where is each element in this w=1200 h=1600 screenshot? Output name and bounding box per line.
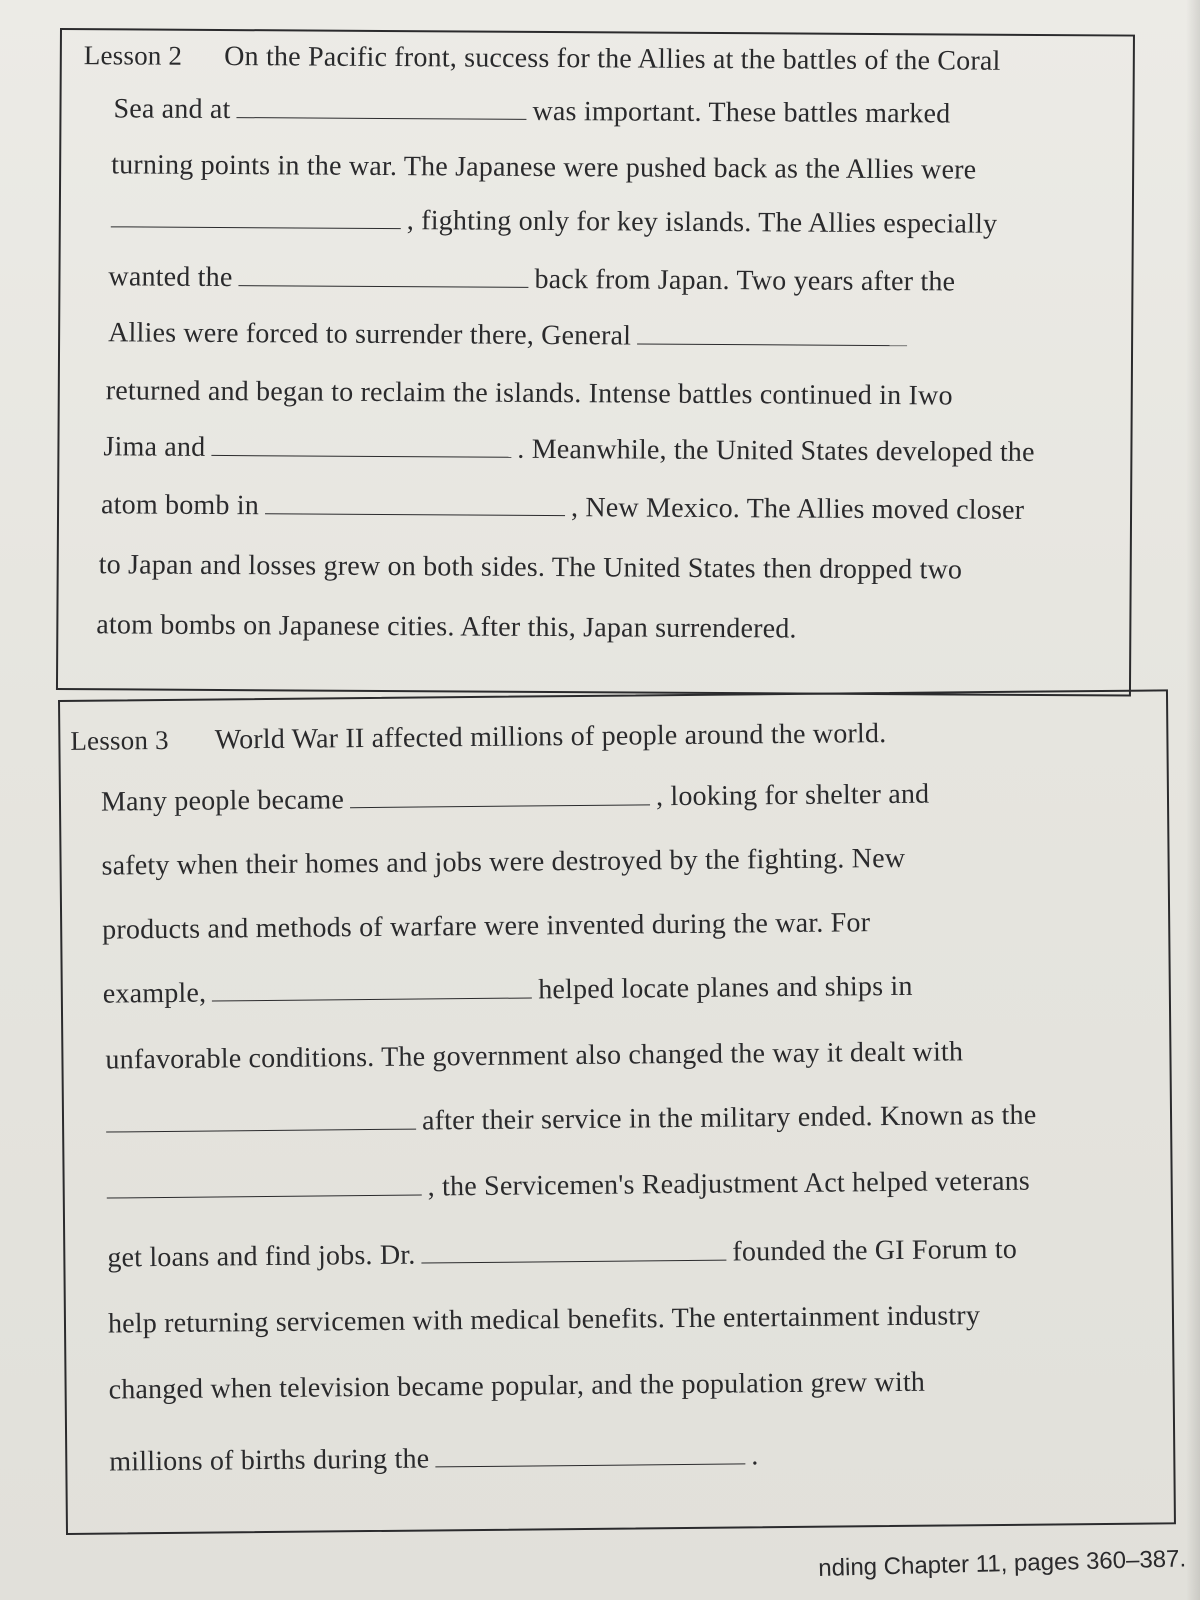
lesson-2-line-5 bbox=[108, 260, 955, 299]
blank-gi-bill[interactable] bbox=[107, 1173, 422, 1199]
lesson-2-box bbox=[56, 28, 1135, 697]
lesson-3-text: World War II affected millions of people around the world. bbox=[214, 718, 887, 756]
blank-doctor-name[interactable] bbox=[421, 1238, 726, 1264]
lesson-2-line-11 bbox=[96, 608, 797, 646]
lesson-2-text: back from Japan. Two years after the bbox=[534, 263, 956, 298]
lesson-2-text: Allies were forced to surrender there, General bbox=[108, 317, 632, 352]
page-edge-shadow bbox=[1186, 0, 1200, 1600]
lesson-3-text: , the Servicemen's Readjustment Act helped veterans bbox=[427, 1165, 1031, 1203]
lesson-2-line-4 bbox=[111, 202, 998, 241]
blank-radar[interactable] bbox=[212, 975, 532, 1001]
lesson-3-label: Lesson 3 bbox=[70, 724, 169, 756]
lesson-2-line-1 bbox=[84, 38, 1001, 79]
lesson-3-box bbox=[58, 689, 1176, 1535]
blank-veterans[interactable] bbox=[106, 1107, 416, 1133]
lesson-2-line-10 bbox=[99, 548, 963, 587]
lesson-2-text: Sea and at bbox=[113, 93, 231, 126]
lesson-2-text: , fighting only for key islands. The Allies especially bbox=[406, 205, 998, 240]
lesson-3-line-1 bbox=[70, 716, 886, 759]
lesson-3-line-5 bbox=[103, 970, 913, 1012]
lesson-3-text: millions of births during the bbox=[109, 1443, 430, 1478]
lesson-2-line-8 bbox=[103, 430, 1034, 470]
lesson-3-text: Many people became bbox=[100, 784, 345, 818]
lesson-2-line-2 bbox=[113, 92, 950, 131]
lesson-2-line-9 bbox=[101, 488, 1024, 528]
lesson-2-line-6 bbox=[108, 316, 913, 355]
lesson-3-text: changed when television became popular, and the population grew with bbox=[108, 1366, 926, 1406]
blank-philippines[interactable] bbox=[238, 263, 528, 288]
lesson-3-line-4 bbox=[102, 906, 870, 947]
blank-baby-boom[interactable] bbox=[435, 1441, 745, 1467]
blank-refugees[interactable] bbox=[350, 782, 650, 808]
lesson-2-text: atom bombs on Japanese cities. After this, Japan surrendered. bbox=[96, 609, 797, 645]
page-footer-reference: nding Chapter 11, pages 360–387. bbox=[818, 1545, 1187, 1582]
lesson-2-text: . Meanwhile, the United States developed the bbox=[517, 433, 1035, 468]
lesson-2-text: was important. These battles marked bbox=[532, 95, 951, 130]
lesson-3-line-8 bbox=[107, 1165, 1031, 1208]
lesson-2-text: wanted the bbox=[108, 261, 233, 294]
lesson-3-line-10 bbox=[108, 1299, 980, 1341]
blank-coral-sea-battle[interactable] bbox=[237, 95, 527, 120]
lesson-3-line-6 bbox=[105, 1035, 963, 1077]
lesson-3-line-12 bbox=[109, 1439, 759, 1479]
lesson-2-label: Lesson 2 bbox=[83, 40, 183, 71]
lesson-3-text: get loans and find jobs. Dr. bbox=[107, 1239, 416, 1274]
lesson-2-text: , New Mexico. The Allies moved closer bbox=[570, 492, 1025, 526]
lesson-3-text: unfavorable conditions. The government also changed the way it dealt with bbox=[105, 1036, 964, 1076]
lesson-3-line-9 bbox=[107, 1233, 1017, 1276]
lesson-2-text: atom bomb in bbox=[100, 489, 260, 522]
lesson-3-text: founded the GI Forum to bbox=[732, 1233, 1018, 1268]
lesson-3-text: help returning servicemen with medical benefits. The entertainment industry bbox=[107, 1300, 981, 1340]
blank-los-alamos[interactable] bbox=[265, 491, 565, 516]
lesson-3-line-2 bbox=[101, 778, 930, 820]
lesson-2-text: turning points in the war. The Japanese were pushed back as the Allies were bbox=[111, 149, 977, 186]
lesson-3-line-11 bbox=[108, 1366, 925, 1408]
blank-okinawa[interactable] bbox=[211, 433, 511, 458]
lesson-3-text: after their service in the military ended. Known as the bbox=[421, 1099, 1037, 1137]
lesson-3-text: example, bbox=[102, 977, 207, 1010]
lesson-2-line-3 bbox=[111, 148, 976, 187]
lesson-3-text: products and methods of warfare were invented during the war. For bbox=[102, 907, 871, 946]
lesson-3-text: . bbox=[751, 1440, 759, 1472]
lesson-2-text: to Japan and losses grew on both sides. The United States then dropped two bbox=[98, 549, 963, 586]
lesson-3-line-7 bbox=[106, 1099, 1037, 1142]
lesson-2-text: Jima and bbox=[103, 431, 206, 463]
lesson-2-line-7 bbox=[106, 374, 953, 413]
lesson-2-text: returned and began to reclaim the islands. Intense battles continued in Iwo bbox=[105, 375, 953, 412]
lesson-2-text: On the Pacific front, success for the Allies at the battles of the Coral bbox=[224, 41, 1001, 77]
lesson-3-text: helped locate planes and ships in bbox=[538, 970, 913, 1006]
lesson-3-text: safety when their homes and jobs were destroyed by the fighting. New bbox=[101, 842, 906, 882]
blank-island-hopping[interactable] bbox=[111, 204, 401, 229]
blank-general[interactable] bbox=[637, 322, 907, 347]
lesson-3-line-3 bbox=[101, 842, 905, 884]
lesson-3-text: , looking for shelter and bbox=[655, 778, 930, 813]
